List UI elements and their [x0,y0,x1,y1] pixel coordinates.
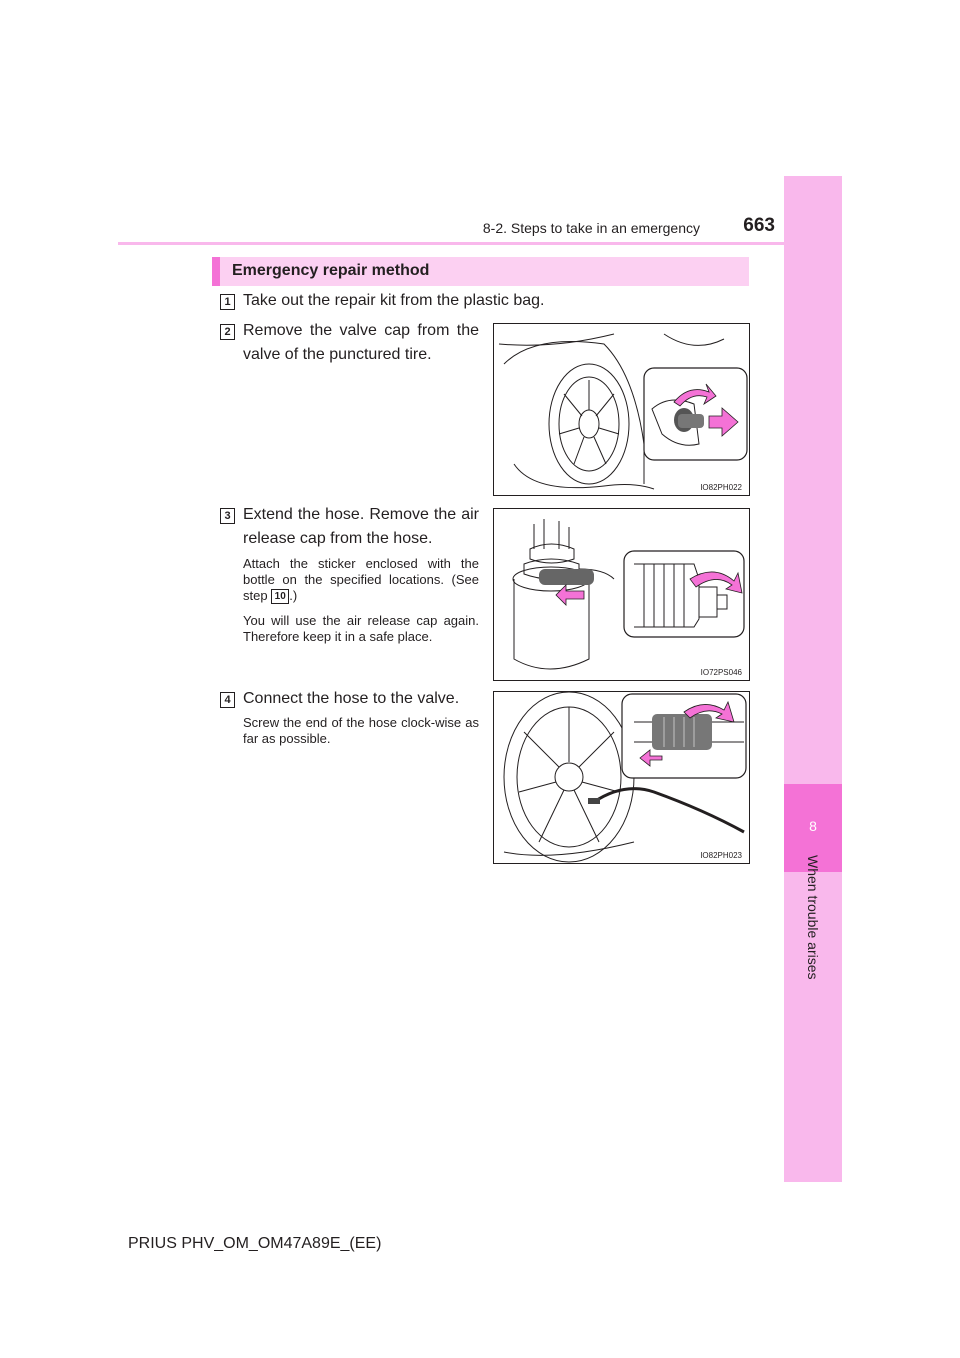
step-reference-badge: 10 [271,589,289,604]
step-2-text: Remove the valve cap from the valve of the punctured tire. [243,322,479,363]
header-rule [118,242,842,245]
figure-code: IO82PH023 [700,851,742,860]
hose-to-valve-illustration [494,692,750,864]
section-heading-text: Emergency repair method [232,262,430,279]
figure-remove-valve-cap [493,323,750,496]
step-3-note-1-tail: .) [289,588,298,603]
repair-bottle-hose-illustration [494,509,750,681]
section-title: 8-2. Steps to take in an emergency [482,220,700,236]
page-number: 663 [743,215,775,236]
chapter-sidebar [784,176,842,1182]
step-4-note-1: Screw the end of the hose clock-wise as far as possible. [243,715,479,746]
step-3-note-2: You will use the air release cap again. Therefore keep it in a safe place. [243,613,479,644]
step-4-text: Connect the hose to the valve. [243,690,460,707]
step-badge-3: 3 [220,508,235,524]
chapter-title [800,855,826,1015]
figure-connect-hose [493,691,750,864]
step-badge-2: 2 [220,324,235,340]
step-badge-1: 1 [220,294,235,310]
step-3-note-1 [243,556,479,604]
step-badge-4: 4 [220,692,235,708]
step-3-note-1-text: Attach the sticker enclosed with the bottle on the specified locations. (See step [243,556,479,603]
tire-valve-cap-illustration [494,324,750,496]
chapter-number: 8 [809,818,817,834]
step-1-text: Take out the repair kit from the plastic bag. [243,292,545,309]
figure-code: IO82PH022 [700,483,742,492]
figure-extend-hose [493,508,750,681]
section-heading [212,257,749,286]
step-3-text: Extend the hose. Remove the air release cap from the hose. [243,506,479,547]
figure-code: IO72PS046 [700,668,742,677]
footer-document-id: PRIUS PHV_OM_OM47A89E_(EE) [128,1235,382,1252]
chapter-title-text: When trouble arises [805,855,821,980]
